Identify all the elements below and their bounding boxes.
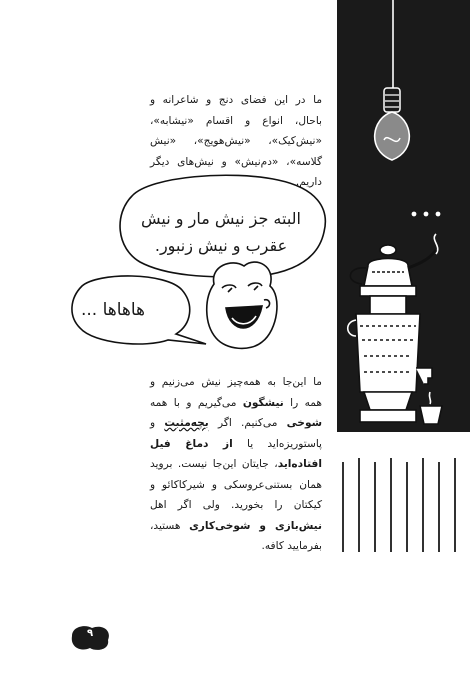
main-text-1: ما این‌جا به همه‌چیز نیش می‌زنیم و همه را [150,376,322,409]
main-text-4: و پاستوریزه‌اید یا [150,417,322,450]
page-number: ۹ [86,628,94,639]
main-text-3: می‌کنیم. اگر [208,417,287,429]
main-text-5: ، جایتان این‌جا نیست. بروید همان بستنی‌عروسکی و شیرکاکائو و کیکتان را بخورید. ولی اگر اهل [150,458,322,511]
main-bold-2: شوخی [286,417,323,429]
main-bold-5: نیش‌بازی و شوخی‌کاری [189,519,322,532]
main-bold-4: از دماغ فیل افتاده‌اید [150,437,322,470]
intro-line-2: «نیشابه»، «نیش‌کیک»، «نیش‌هویج»، «نیش گلاسه»، [150,114,322,168]
speech-bubble-small-text: هاهاها ... [80,300,146,320]
main-paragraph [150,372,322,557]
bubble-large-line-2: عقرب و نیش زنبور. [154,236,288,255]
vertical-bars [343,458,455,552]
main-text-6: هستید، بفرمایید کافه. [150,519,322,552]
main-bold-1: نیشگون [242,396,284,409]
main-text-2: می‌گیریم و با همه [150,396,243,409]
intro-line-3: «دم‌نیش» و نیش‌های دیگر داریم. [150,155,322,188]
speech-bubble-large-text [130,205,312,259]
main-bold-3: بچه‌مثبت [164,417,209,429]
laughing-face-icon [207,262,277,348]
intro-line-1: ما در این فضای دنج و شاعرانه و باحال، انواع و اقسام [150,94,322,127]
bubble-large-line-1: البته جز نیش مار و نیش [141,209,301,228]
